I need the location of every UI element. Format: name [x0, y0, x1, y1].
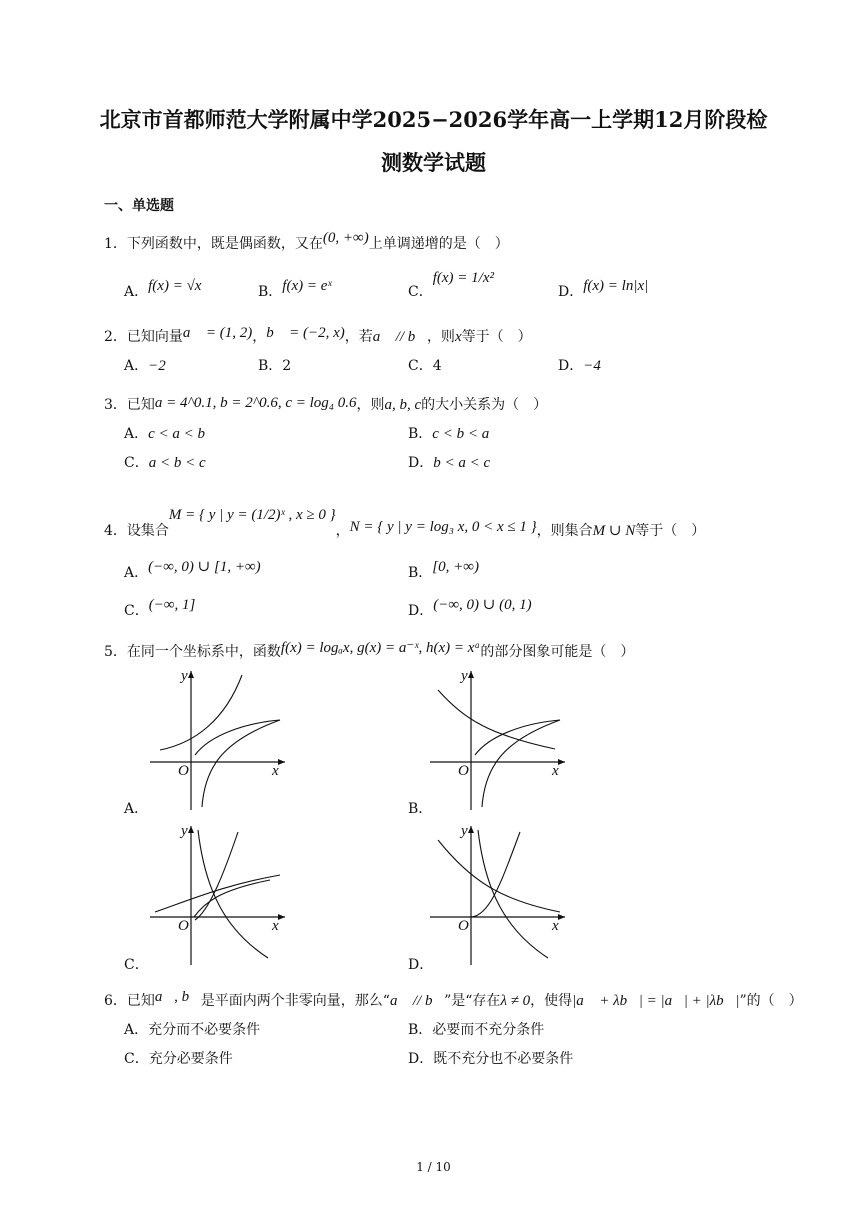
q4-option-a[interactable]: A．(−∞, 0) ∪ [1, +∞): [124, 559, 261, 581]
x-axis-arrow-icon: [278, 914, 285, 920]
q5-option-a-label[interactable]: A．: [124, 801, 149, 817]
q5-functions: f(x) = logₐx, g(x) = a⁻ˣ, h(x) = xᵃ: [280, 640, 481, 656]
q4-option-c[interactable]: C．(−∞, 1]: [124, 597, 196, 619]
question-3: 3．已知a = 4^0.1, b = 2^0.6, c = log₄ 0.6，则a, b, c的大小关系为（ ）: [104, 395, 548, 413]
q2-condition: a⃗ // b⃗: [372, 329, 427, 345]
x-axis-label: x: [272, 763, 279, 779]
y-axis-label: y: [181, 823, 188, 839]
q2-vector-b: b⃗ = (−2, x): [266, 325, 345, 341]
y-axis-arrow-icon: [188, 826, 194, 833]
question-5: 5．在同一个坐标系中，函数f(x) = logₐx, g(x) = a⁻ˣ, h(x) = xᵃ的部分图象可能是（ ）: [104, 640, 635, 660]
q4-set-m: M = { y | y = (1/2)ˣ , x ≥ 0 }: [168, 507, 336, 523]
q6-option-d[interactable]: D．既不充分也不必要条件: [408, 1051, 574, 1067]
x-axis-arrow-icon: [278, 759, 285, 765]
q4-option-d[interactable]: D．(−∞, 0) ∪ (0, 1): [408, 597, 532, 619]
question-6: 6．已知a⃗, b⃗是平面内两个非零向量，那么“a⃗ // b⃗”是“存在λ ≠ 0，使得|a⃗ + λb⃗| = |a⃗| + |λb⃗|”的（ ）: [104, 989, 803, 1009]
q1-option-c[interactable]: C．f(x) = 1/x²: [408, 270, 494, 300]
q5-option-b-label[interactable]: B．: [408, 801, 433, 817]
y-axis-label: y: [461, 668, 468, 684]
q1-option-a[interactable]: A．f(x) = √x: [124, 278, 202, 300]
x-axis-label: x: [272, 918, 279, 934]
q1-interval: (0, +∞): [322, 230, 369, 246]
question-1: [104, 230, 509, 253]
q5-graph-c[interactable]: [150, 820, 290, 965]
q5-graph-a[interactable]: [150, 665, 290, 810]
curve-exponential-decay: [438, 840, 560, 912]
q3-given: a = 4^0.1, b = 2^0.6, c = log₄ 0.6: [154, 395, 357, 411]
q6-option-b[interactable]: B．必要而不充分条件: [408, 1022, 545, 1038]
question-4: 4．设集合M = { y | y = (1/2)ˣ , x ≥ 0 }，N = { y | y = log₃ x, 0 < x ≤ 1 }，则集合M ∪ N等于（ ）: [104, 507, 706, 539]
curve-log: [155, 875, 280, 912]
curve-exponential: [160, 675, 242, 750]
y-axis-arrow-icon: [188, 671, 194, 678]
curve-decreasing: [198, 830, 268, 958]
origin-label: O: [458, 918, 469, 934]
q1-option-b[interactable]: B．f(x) = eˣ: [258, 278, 332, 300]
q3-option-c[interactable]: C．a < b < c: [124, 455, 206, 471]
section-heading: 一、单选题: [104, 198, 174, 214]
q3-vars: a, b, c: [384, 397, 422, 413]
x-axis-label: x: [552, 918, 559, 934]
q5-graph-b[interactable]: [430, 665, 570, 810]
q1-stem-end: 上单调递增的是（ ）: [368, 236, 509, 252]
q6-option-c[interactable]: C．充分必要条件: [124, 1051, 233, 1067]
q6-lambda: λ ≠ 0: [500, 993, 531, 1009]
page-number: 1 / 10: [416, 1160, 451, 1174]
question-2: 2．已知向量a⃗ = (1, 2)，b⃗ = (−2, x)，若a⃗ // b⃗，则x等于（ ）: [104, 325, 532, 345]
x-axis-label: x: [552, 763, 559, 779]
q2-vector-a: a⃗ = (1, 2): [182, 325, 253, 341]
x-axis-arrow-icon: [558, 759, 565, 765]
y-axis-label: y: [461, 823, 468, 839]
curve-log: [202, 720, 280, 807]
q6-option-a[interactable]: A．充分而不必要条件: [124, 1022, 261, 1038]
q4-union: M ∪ N: [592, 523, 636, 539]
q1-stem: 1．下列函数中，既是偶函数，又在: [104, 236, 323, 252]
q5-option-c-label[interactable]: C．: [124, 957, 149, 973]
q4-set-n: N = { y | y = log₃ x, 0 < x ≤ 1 }: [349, 519, 537, 535]
q3-option-b[interactable]: B．c < b < a: [408, 426, 490, 442]
q4-option-b[interactable]: B．[0, +∞): [408, 559, 479, 581]
q3-option-d[interactable]: D．b < a < c: [408, 455, 491, 471]
origin-label: O: [178, 918, 189, 934]
document-title-line1: 北京市首都师范大学附属中学2025−2026学年高一上学期12月阶段检: [99, 107, 768, 132]
document-title-line2: 测数学试题: [381, 150, 486, 175]
q2-option-d[interactable]: D．−4: [558, 358, 601, 374]
q5-option-d-label[interactable]: D．: [408, 957, 434, 973]
x-axis-arrow-icon: [558, 914, 565, 920]
curve-power: [471, 832, 520, 917]
q1-option-d[interactable]: D．f(x) = ln|x|: [558, 278, 649, 300]
curve-increasing: [195, 832, 238, 920]
origin-label: O: [178, 763, 189, 779]
q6-norm-condition: |a⃗ + λb⃗| = |a⃗| + |λb⃗|: [572, 993, 740, 1009]
q5-graph-d[interactable]: [430, 820, 570, 965]
y-axis-arrow-icon: [468, 671, 474, 678]
origin-label: O: [458, 763, 469, 779]
q2-option-b[interactable]: B．2: [258, 358, 292, 374]
curve-log: [482, 720, 560, 807]
y-axis-arrow-icon: [468, 826, 474, 833]
q3-option-a[interactable]: A．c < a < b: [124, 426, 206, 442]
q2-option-c[interactable]: C．4: [408, 358, 442, 374]
y-axis-label: y: [181, 668, 188, 684]
q6-vectors: a⃗, b⃗: [154, 989, 201, 1005]
q2-option-a[interactable]: A．−2: [124, 358, 166, 374]
q6-parallel-condition: a⃗ // b⃗: [389, 993, 445, 1009]
curve-decreasing: [438, 690, 555, 749]
